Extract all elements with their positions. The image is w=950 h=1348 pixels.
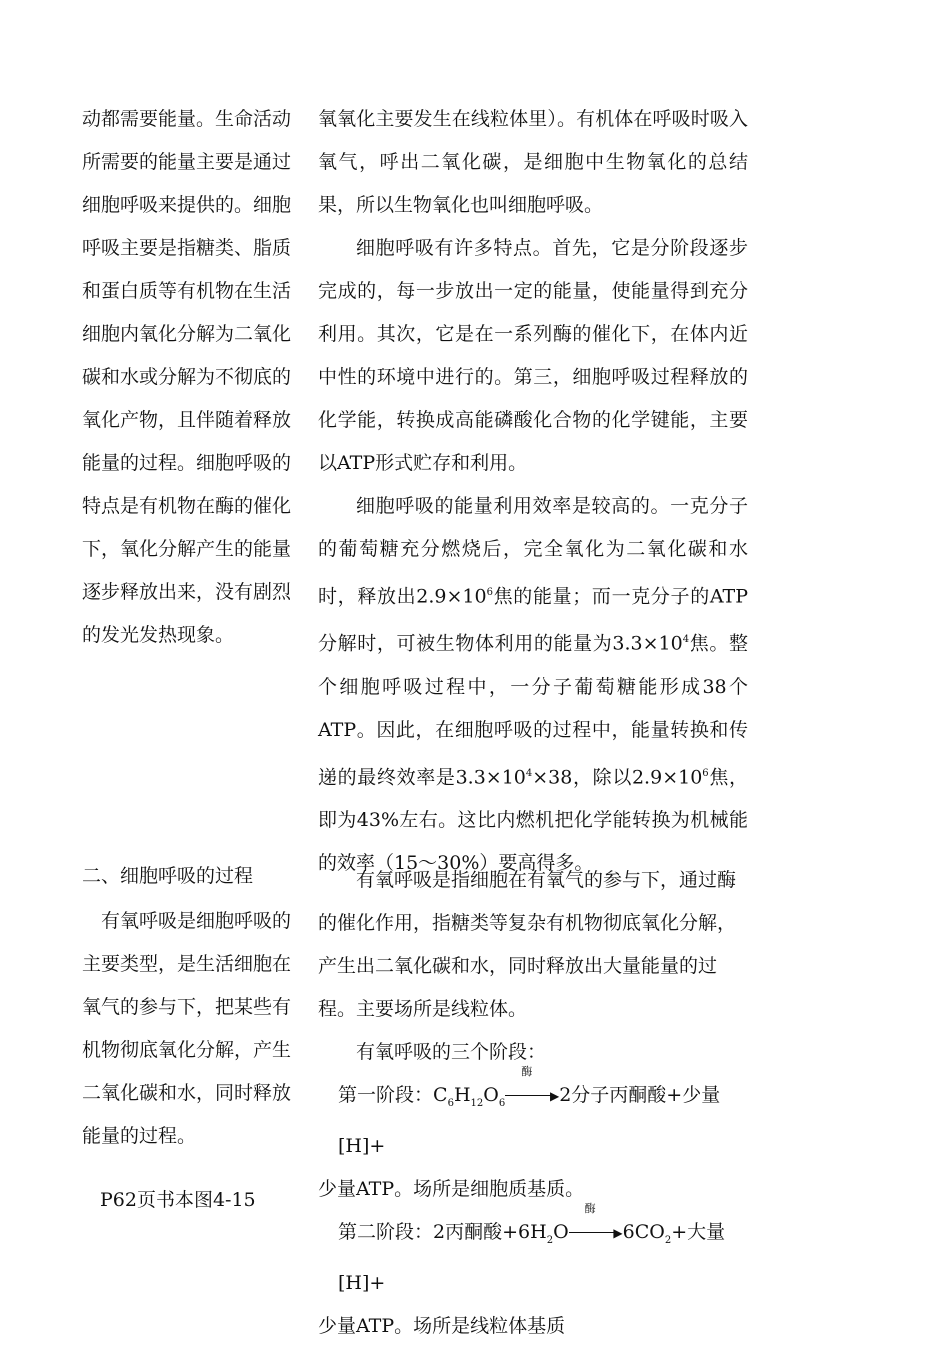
right-column [318, 98, 748, 885]
reaction-arrow: 酶 ▶ [505, 1088, 559, 1104]
right-column-2 [318, 859, 748, 1348]
stage-1-location: 少量ATP。场所是细胞质基质。 [318, 1177, 585, 1200]
stage-2: 第二阶段：2丙酮酸$+6H_2O$ 酶 ▶ $6CO_2+$大量[H]+ [338, 1201, 726, 1294]
right-paragraph-1: 氧氧化主要发生在线粒体里）。有机体在呼吸时吸入氧气，呼出二氧化碳，是细胞中生物氧化的总结果，所以生物氧化也叫细胞呼吸。 [318, 108, 748, 216]
stage-2-location: 少量ATP。场所是线粒体基质 [318, 1314, 566, 1337]
right-paragraph-3: 细胞呼吸的能量利用效率是较高的。一克分子的葡萄糖充分燃烧后，完全氧化为二氧化碳和水时，释放出$2.9\times 10^6$焦的能量；而一克分子的ATP分解时，可被生物体利用的能量为$3.3\times 10^4$焦。整个细胞呼吸过程中，一分子葡萄糖能形成38个ATP。因此，在细胞呼吸的过程中，能量转换和传递的最终效率是$3.3\times 10^4\times 38$，除以$2.9\times 10^6$焦，即为43%左右。这比内燃机把化学能转换为机械能的效率（15～30%）要高得多。 [318, 495, 748, 874]
section-heading: 二、细胞呼吸的过程 [82, 865, 254, 887]
figure-reference: P62页书本图4-15 [100, 1189, 256, 1211]
reaction-arrow: 酶 ▶ [569, 1225, 623, 1241]
stages-intro: 有氧呼吸的三个阶段： [356, 1041, 547, 1063]
left-column-2 [82, 900, 304, 1158]
left-paragraph-2: 有氧呼吸是细胞呼吸的主要类型，是生活细胞在氧气的参与下，把某些有机物彻底氧化分解，产生二氧化碳和水，同时释放能量的过程。 [82, 910, 292, 1147]
aerobic-paragraph: 有氧呼吸是指细胞在有氧气的参与下，通过酶的催化作用，指糖类等复杂有机物彻底氧化分解，产生出二氧化碳和水，同时释放出大量能量的过程。主要场所是线粒体。 [318, 869, 737, 1020]
right-paragraph-2: 细胞呼吸有许多特点。首先，它是分阶段逐步完成的，每一步放出一定的能量，使能量得到充分利用。其次，它是在一系列酶的催化下，在体内近中性的环境中进行的。第三，细胞呼吸过程释放的化学能，转换成高能磷酸化合物的化学键能，主要以ATP形式贮存和利用。 [318, 237, 748, 474]
left-column [82, 98, 304, 657]
stage-1: 第一阶段：$C_6H_{12}O_6$ 酶 ▶ 2分子丙酮酸+少量[H]+ [338, 1065, 721, 1157]
left-paragraph-1: 动都需要能量。生命活动所需要的能量主要是通过细胞呼吸来提供的。细胞呼吸主要是指糖类、脂质和蛋白质等有机物在生活细胞内氧化分解为二氧化碳和水或分解为不彻底的氧化产物，且伴随着释放能量的过程。细胞呼吸的特点是有机物在酶的催化下，氧化分解产生的能量逐步释放出来，没有剧烈的发光发热现象。 [82, 108, 292, 646]
